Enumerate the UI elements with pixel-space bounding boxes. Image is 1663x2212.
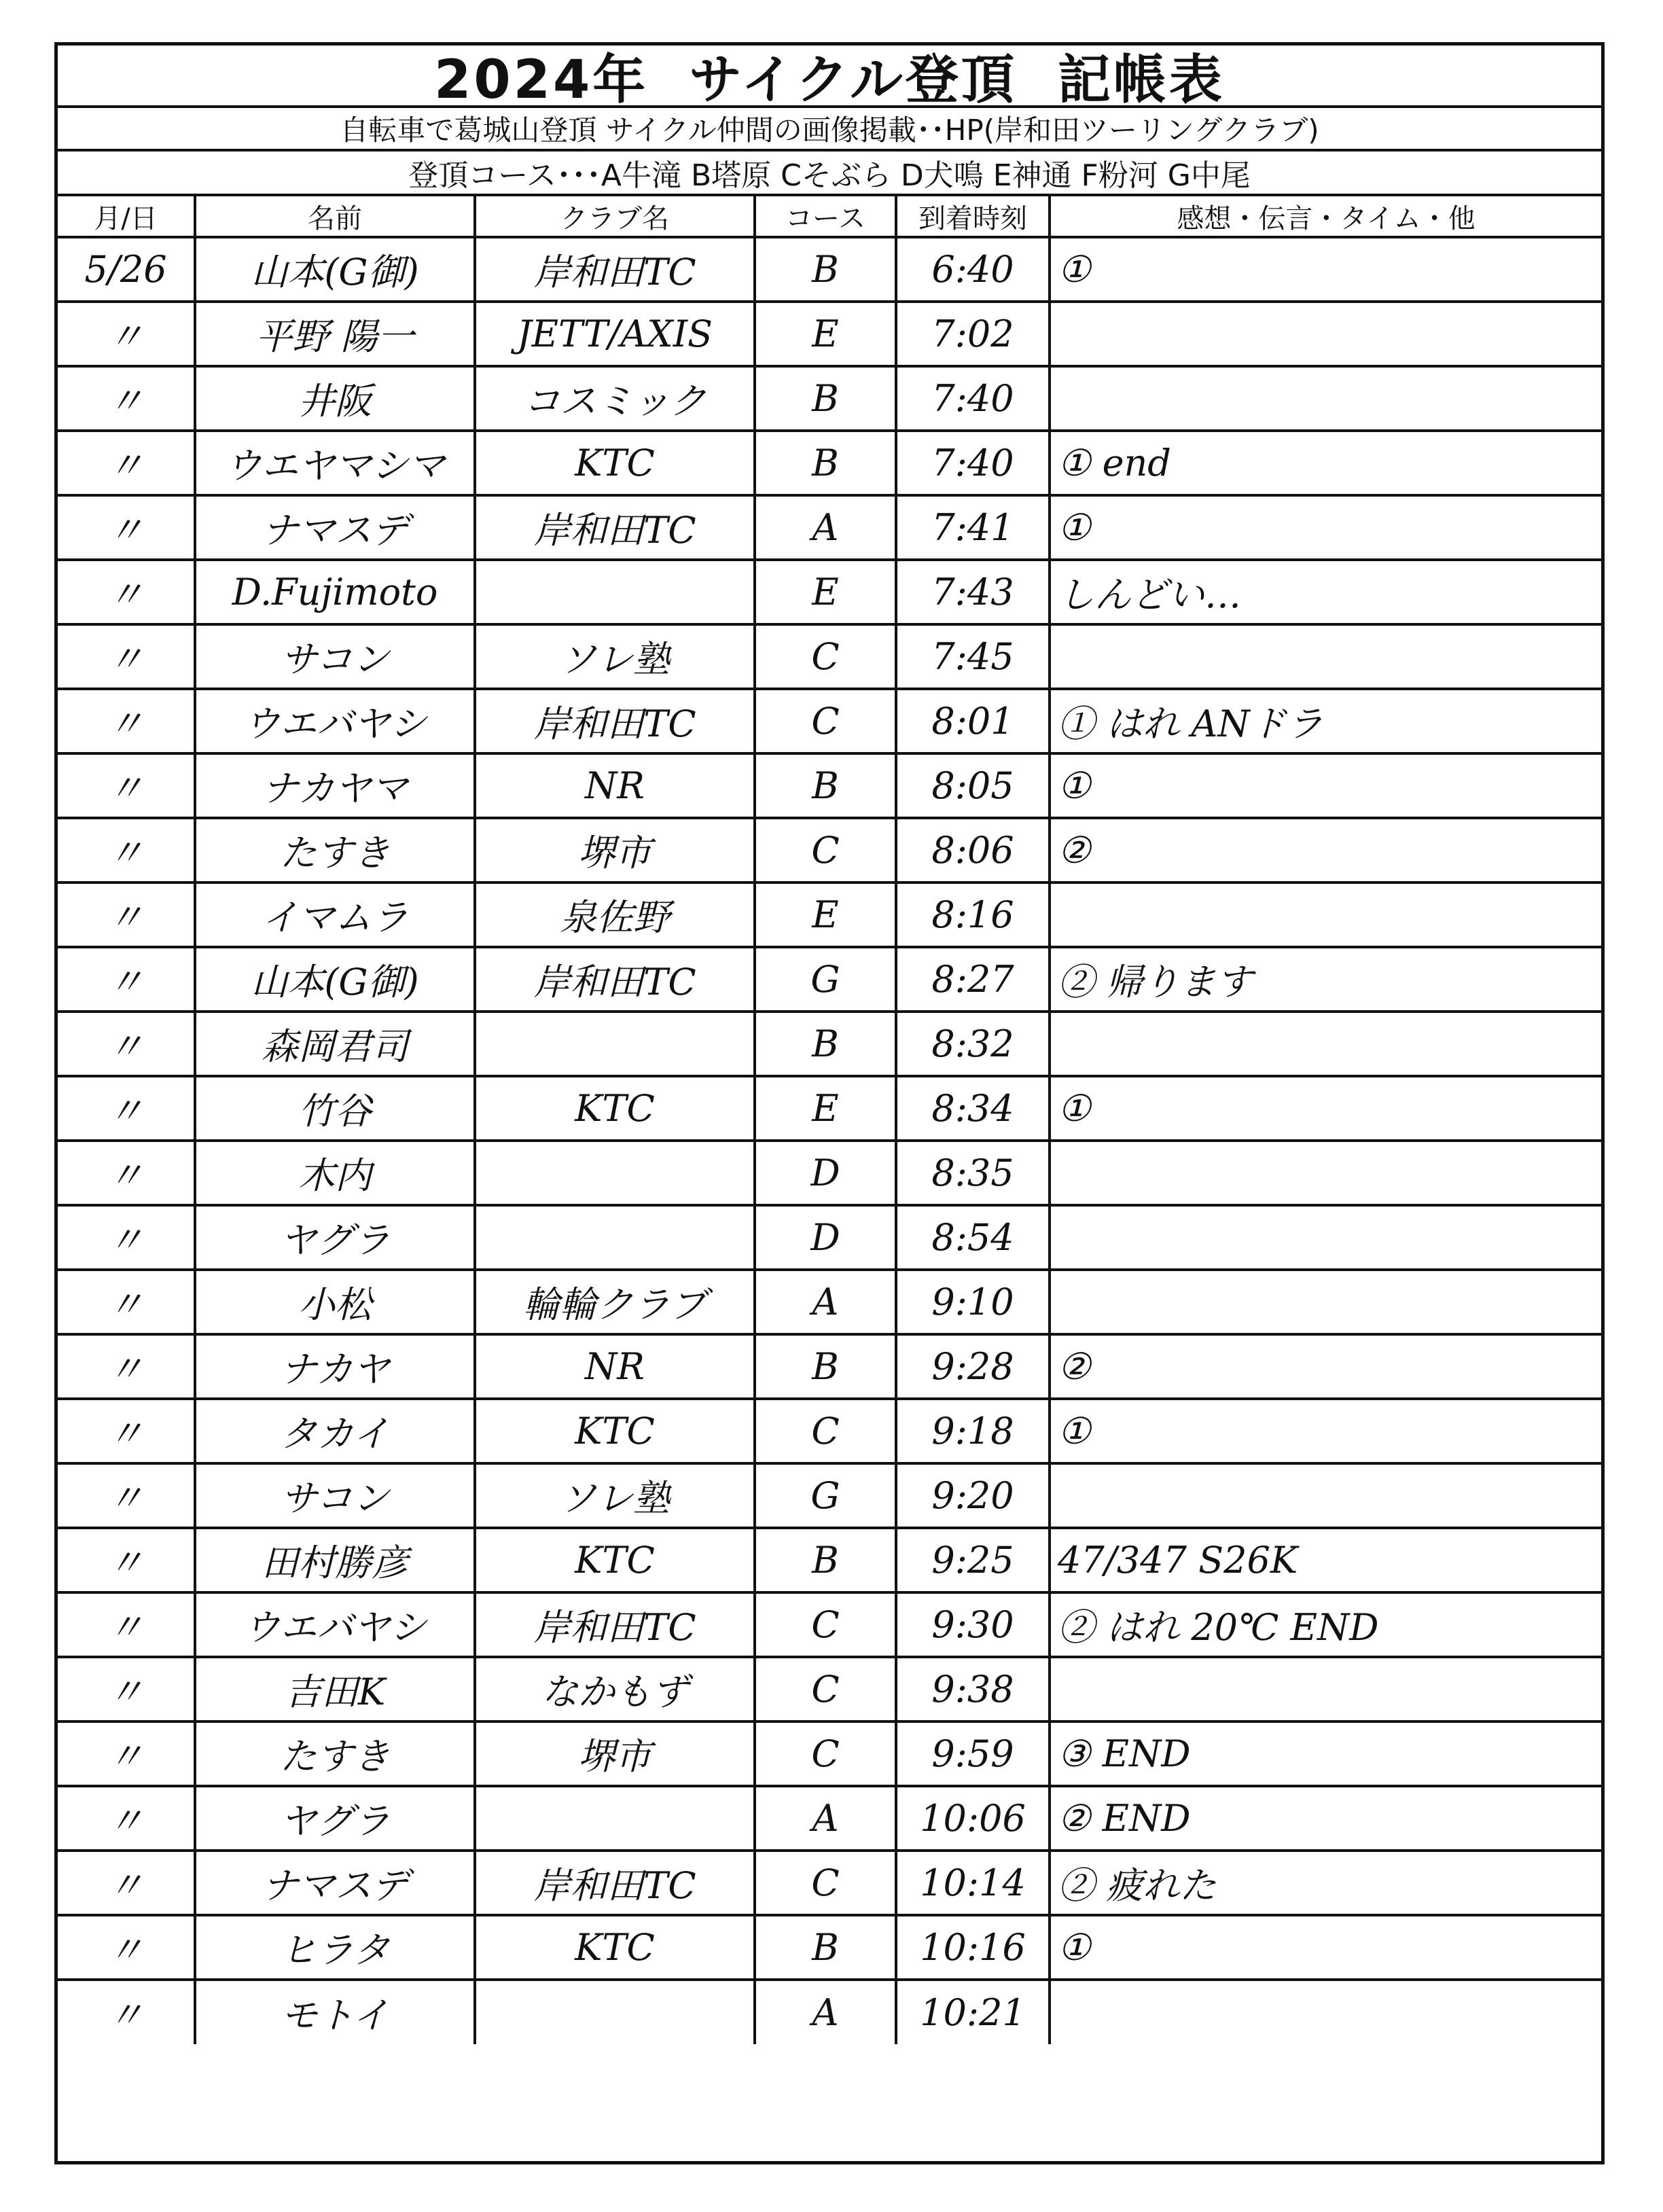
- cell-club: 岸和田TC: [475, 1592, 755, 1657]
- cell-time: 9:20: [896, 1463, 1050, 1528]
- cell-time: 9:59: [896, 1722, 1050, 1786]
- cell-note: [1050, 1463, 1601, 1528]
- cell-course: B: [755, 1012, 896, 1076]
- table-row: [58, 689, 1601, 753]
- cell-club: [475, 1141, 755, 1205]
- cell-note: ①: [1050, 1915, 1601, 1980]
- cell-date: 〃: [58, 1205, 195, 1270]
- cell-name: ナカヤ: [195, 1334, 475, 1399]
- cell-name: ヒラタ: [195, 1915, 475, 1980]
- cell-course: C: [755, 1722, 896, 1786]
- cell-date: 〃: [58, 1592, 195, 1657]
- cell-name: 山本(G御): [195, 237, 475, 302]
- table-row: [58, 495, 1601, 560]
- cell-date: 〃: [58, 1657, 195, 1722]
- cell-course: E: [755, 1076, 896, 1141]
- cell-note: [1050, 1205, 1601, 1270]
- cell-note: ①: [1050, 1076, 1601, 1141]
- cell-time: 10:06: [896, 1786, 1050, 1851]
- cell-date: 〃: [58, 753, 195, 818]
- table-row: [58, 1076, 1601, 1141]
- cell-note: ①: [1050, 1399, 1601, 1463]
- table-row: [58, 1463, 1601, 1528]
- cell-club: なかもず: [475, 1657, 755, 1722]
- table-row: [58, 1592, 1601, 1657]
- cell-name: サコン: [195, 1463, 475, 1528]
- cell-date: 〃: [58, 1076, 195, 1141]
- cell-club: 岸和田TC: [475, 237, 755, 302]
- cell-course: C: [755, 1399, 896, 1463]
- cell-time: 8:01: [896, 689, 1050, 753]
- cell-name: たすき: [195, 818, 475, 882]
- cell-club: ソレ塾: [475, 624, 755, 689]
- cell-note: ①: [1050, 753, 1601, 818]
- column-header-time: 到着時刻: [896, 196, 1050, 237]
- cell-course: A: [755, 495, 896, 560]
- table-row: [58, 753, 1601, 818]
- cell-club: ソレ塾: [475, 1463, 755, 1528]
- cell-note: ②: [1050, 818, 1601, 882]
- cell-name: ヤグラ: [195, 1205, 475, 1270]
- cell-time: 7:43: [896, 560, 1050, 624]
- table-row: [58, 431, 1601, 495]
- cell-club: 岸和田TC: [475, 947, 755, 1012]
- table-row: [58, 1399, 1601, 1463]
- cell-note: [1050, 1657, 1601, 1722]
- cell-date: 〃: [58, 1334, 195, 1399]
- cell-note: ① end: [1050, 431, 1601, 495]
- cell-name: タカイ: [195, 1399, 475, 1463]
- cell-name: ウエバヤシ: [195, 1592, 475, 1657]
- cell-course: B: [755, 1915, 896, 1980]
- cell-time: 8:32: [896, 1012, 1050, 1076]
- cell-note: [1050, 366, 1601, 431]
- table-row: [58, 1980, 1601, 2044]
- cell-name: ウエヤマシマ: [195, 431, 475, 495]
- cell-course: C: [755, 624, 896, 689]
- cell-course: B: [755, 1528, 896, 1592]
- cell-note: [1050, 624, 1601, 689]
- cell-date: 〃: [58, 818, 195, 882]
- table-row: [58, 624, 1601, 689]
- cell-course: D: [755, 1205, 896, 1270]
- cell-date: 〃: [58, 1722, 195, 1786]
- cell-date: 〃: [58, 302, 195, 366]
- cell-club: [475, 1980, 755, 2044]
- cell-time: 10:16: [896, 1915, 1050, 1980]
- cell-name: 竹谷: [195, 1076, 475, 1141]
- cell-date: 〃: [58, 1980, 195, 2044]
- cell-course: E: [755, 302, 896, 366]
- title-main: サイクル登頂: [689, 50, 1017, 111]
- cell-course: E: [755, 560, 896, 624]
- cell-note: [1050, 1270, 1601, 1334]
- table-row: [58, 1334, 1601, 1399]
- cell-name: たすき: [195, 1722, 475, 1786]
- cell-note: ①: [1050, 495, 1601, 560]
- cell-course: C: [755, 1592, 896, 1657]
- cell-club: KTC: [475, 1399, 755, 1463]
- table-row: [58, 882, 1601, 947]
- cell-name: ヤグラ: [195, 1786, 475, 1851]
- cell-date: 〃: [58, 1012, 195, 1076]
- cell-club: [475, 1786, 755, 1851]
- cell-course: E: [755, 882, 896, 947]
- cell-date: 〃: [58, 947, 195, 1012]
- cell-date: 〃: [58, 1141, 195, 1205]
- cell-name: 吉田K: [195, 1657, 475, 1722]
- cell-time: 7:45: [896, 624, 1050, 689]
- cell-time: 7:02: [896, 302, 1050, 366]
- table-row: [58, 1012, 1601, 1076]
- cell-name: 森岡君司: [195, 1012, 475, 1076]
- sheet-title: [58, 46, 1601, 111]
- cell-club: 岸和田TC: [475, 689, 755, 753]
- cell-course: B: [755, 1334, 896, 1399]
- table-row: [58, 1141, 1601, 1205]
- table-row: [58, 947, 1601, 1012]
- cell-date: 〃: [58, 1270, 195, 1334]
- log-body: [58, 237, 1601, 2044]
- cell-note: ①: [1050, 237, 1601, 302]
- cell-course: B: [755, 431, 896, 495]
- cell-time: 10:14: [896, 1851, 1050, 1915]
- cell-time: 8:16: [896, 882, 1050, 947]
- cell-note: ③ END: [1050, 1722, 1601, 1786]
- cell-time: 7:40: [896, 366, 1050, 431]
- table-row: [58, 560, 1601, 624]
- cell-club: NR: [475, 1334, 755, 1399]
- cell-club: 泉佐野: [475, 882, 755, 947]
- cell-time: 8:05: [896, 753, 1050, 818]
- cell-name: モトイ: [195, 1980, 475, 2044]
- cell-club: 岸和田TC: [475, 1851, 755, 1915]
- cell-note: ② 帰ります: [1050, 947, 1601, 1012]
- table-row: [58, 818, 1601, 882]
- title-suffix: 記帳表: [1057, 50, 1225, 111]
- title-year: 2024年: [434, 50, 649, 111]
- cell-date: 〃: [58, 1463, 195, 1528]
- cell-course: A: [755, 1786, 896, 1851]
- table-row: [58, 1270, 1601, 1334]
- cell-course: B: [755, 366, 896, 431]
- table-row: [58, 1657, 1601, 1722]
- cell-note: [1050, 1012, 1601, 1076]
- cell-name: イマムラ: [195, 882, 475, 947]
- cell-course: A: [755, 1980, 896, 2044]
- cell-course: C: [755, 689, 896, 753]
- cell-date: 〃: [58, 495, 195, 560]
- cell-name: 木内: [195, 1141, 475, 1205]
- cell-club: [475, 1205, 755, 1270]
- cell-course: D: [755, 1141, 896, 1205]
- cell-name: ナマスデ: [195, 1851, 475, 1915]
- cell-course: G: [755, 947, 896, 1012]
- table-row: [58, 1722, 1601, 1786]
- table-row: [58, 1851, 1601, 1915]
- cell-note: ②: [1050, 1334, 1601, 1399]
- cell-date: 〃: [58, 624, 195, 689]
- table-row: [58, 1205, 1601, 1270]
- cell-club: KTC: [475, 431, 755, 495]
- cell-course: B: [755, 753, 896, 818]
- column-header-club: クラブ名: [475, 196, 755, 237]
- cell-note: [1050, 882, 1601, 947]
- cell-name: サコン: [195, 624, 475, 689]
- cell-date: 〃: [58, 689, 195, 753]
- cell-time: 10:21: [896, 1980, 1050, 2044]
- cell-date: 〃: [58, 1399, 195, 1463]
- cell-name: 田村勝彦: [195, 1528, 475, 1592]
- cell-time: 8:35: [896, 1141, 1050, 1205]
- cell-note: しんどい…: [1050, 560, 1601, 624]
- cell-name: 井阪: [195, 366, 475, 431]
- cell-time: 8:34: [896, 1076, 1050, 1141]
- cell-club: KTC: [475, 1915, 755, 1980]
- cell-course: B: [755, 237, 896, 302]
- column-header-note: 感想・伝言・タイム・他: [1050, 196, 1601, 237]
- cell-time: 6:40: [896, 237, 1050, 302]
- cell-club: NR: [475, 753, 755, 818]
- cell-date: 〃: [58, 1851, 195, 1915]
- cell-date: 〃: [58, 560, 195, 624]
- column-header-course: コース: [755, 196, 896, 237]
- cell-date: 〃: [58, 1786, 195, 1851]
- log-sheet: [54, 42, 1605, 2164]
- cell-note: [1050, 302, 1601, 366]
- log-table: [58, 196, 1601, 2044]
- table-row: [58, 366, 1601, 431]
- cell-club: [475, 1012, 755, 1076]
- cell-club: 堺市: [475, 1722, 755, 1786]
- cell-name: ナカヤマ: [195, 753, 475, 818]
- table-row: [58, 1915, 1601, 1980]
- cell-course: C: [755, 1851, 896, 1915]
- table-row: [58, 1786, 1601, 1851]
- cell-club: 岸和田TC: [475, 495, 755, 560]
- cell-time: 9:30: [896, 1592, 1050, 1657]
- cell-name: ウエバヤシ: [195, 689, 475, 753]
- cell-time: 9:38: [896, 1657, 1050, 1722]
- cell-note: [1050, 1141, 1601, 1205]
- cell-club: JETT/AXIS: [475, 302, 755, 366]
- cell-name: ナマスデ: [195, 495, 475, 560]
- cell-name: 平野 陽一: [195, 302, 475, 366]
- column-header-date: 月/日: [58, 196, 195, 237]
- cell-date: 〃: [58, 1528, 195, 1592]
- cell-time: 9:10: [896, 1270, 1050, 1334]
- cell-time: 9:25: [896, 1528, 1050, 1592]
- sheet-subtitle: 自転車で葛城山登頂 サイクル仲間の画像掲載･･HP(岸和田ツーリングクラブ): [58, 108, 1601, 151]
- table-row: [58, 1528, 1601, 1592]
- cell-course: C: [755, 1657, 896, 1722]
- cell-club: コスミック: [475, 366, 755, 431]
- cell-name: 小松: [195, 1270, 475, 1334]
- cell-time: 8:27: [896, 947, 1050, 1012]
- cell-club: 輪輪クラブ: [475, 1270, 755, 1334]
- cell-note: ② END: [1050, 1786, 1601, 1851]
- cell-note: ① はれ ANドラ: [1050, 689, 1601, 753]
- table-row: [58, 302, 1601, 366]
- header-row: [58, 196, 1601, 237]
- cell-time: 8:54: [896, 1205, 1050, 1270]
- cell-time: 9:28: [896, 1334, 1050, 1399]
- course-legend: 登頂コース･･･A牛滝 B塔原 Cそぶら D犬鳴 E神通 F粉河 G中尾: [58, 151, 1601, 196]
- cell-time: 9:18: [896, 1399, 1050, 1463]
- cell-date: 〃: [58, 882, 195, 947]
- cell-course: A: [755, 1270, 896, 1334]
- cell-name: 山本(G御): [195, 947, 475, 1012]
- cell-note: 47/347 S26K: [1050, 1528, 1601, 1592]
- cell-time: 8:06: [896, 818, 1050, 882]
- cell-club: 堺市: [475, 818, 755, 882]
- cell-club: [475, 560, 755, 624]
- cell-club: KTC: [475, 1076, 755, 1141]
- cell-club: KTC: [475, 1528, 755, 1592]
- cell-date: 〃: [58, 431, 195, 495]
- cell-date: 〃: [58, 366, 195, 431]
- cell-note: [1050, 1980, 1601, 2044]
- cell-note: ② はれ 20℃ END: [1050, 1592, 1601, 1657]
- cell-name: D.Fujimoto: [195, 560, 475, 624]
- cell-date: 〃: [58, 1915, 195, 1980]
- column-header-name: 名前: [195, 196, 475, 237]
- cell-time: 7:40: [896, 431, 1050, 495]
- cell-time: 7:41: [896, 495, 1050, 560]
- cell-course: C: [755, 818, 896, 882]
- cell-date: 5/26: [58, 237, 195, 302]
- cell-note: ② 疲れた: [1050, 1851, 1601, 1915]
- table-row: [58, 237, 1601, 302]
- cell-course: G: [755, 1463, 896, 1528]
